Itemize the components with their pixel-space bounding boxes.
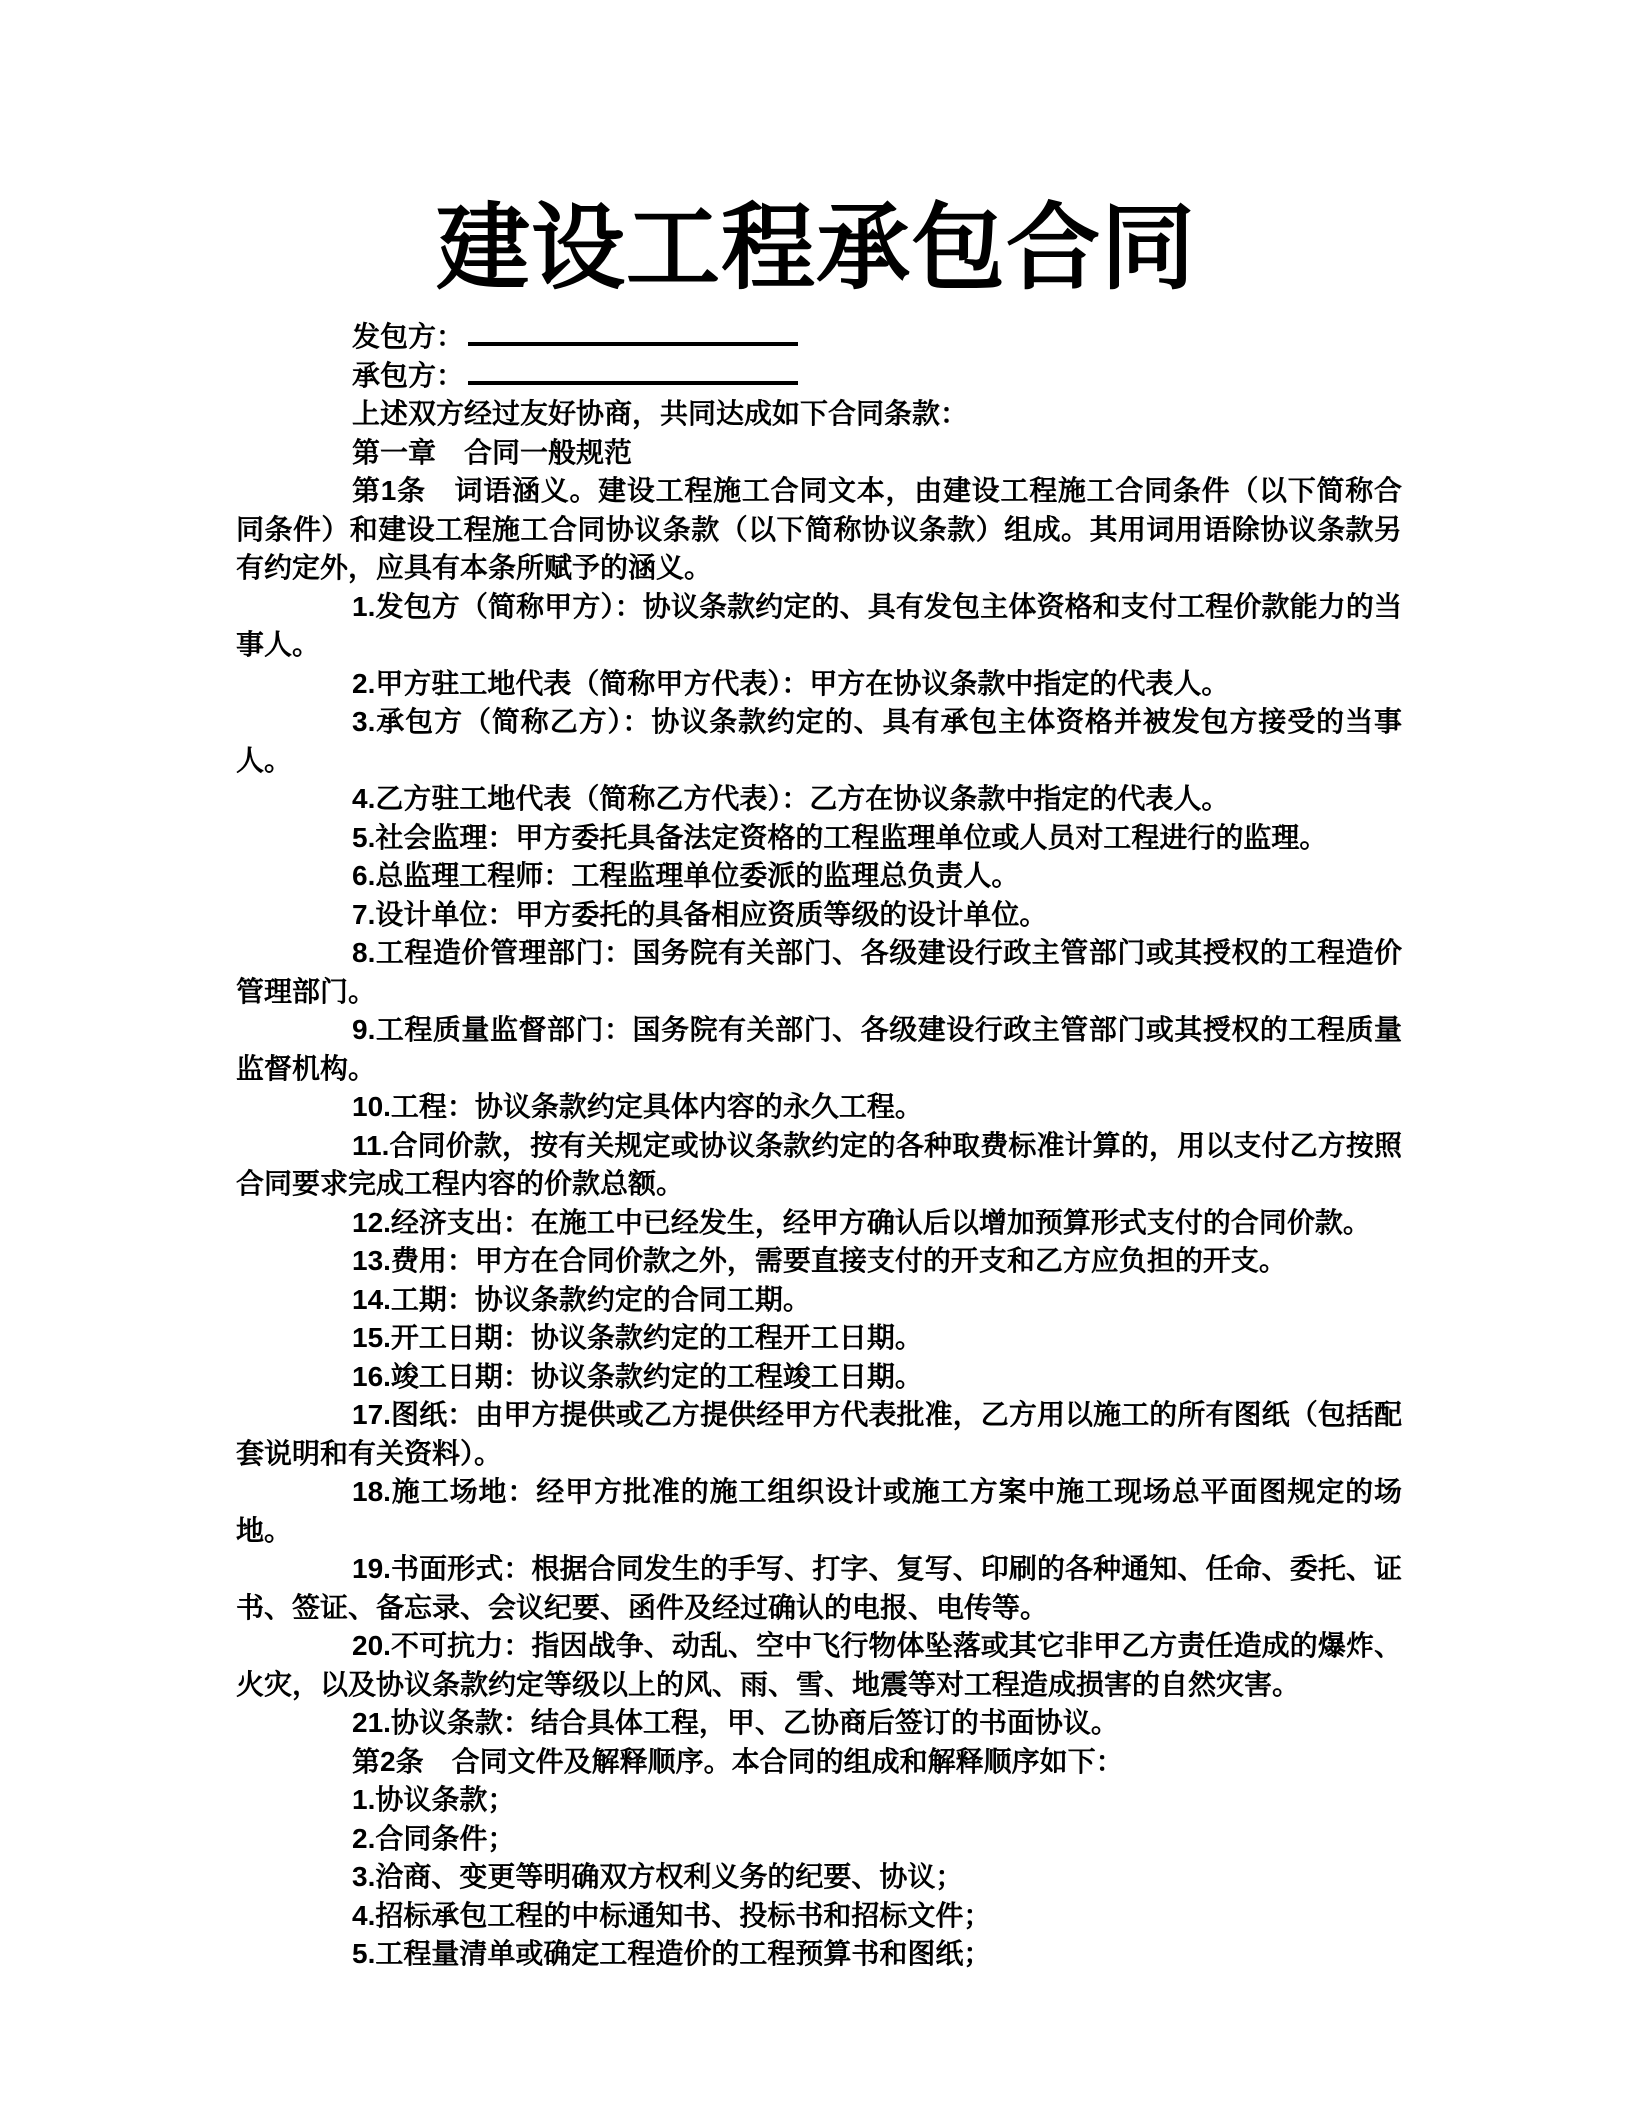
document-order-item: 2.合同条件； — [352, 1822, 516, 1854]
definition-item: 8.工程造价管理部门：国务院有关部门、各级建设行政主管部门或其授权的工程造价管理部门。 — [236, 937, 1402, 1007]
definition-item: 4.乙方驻工地代表（简称乙方代表）：乙方在协议条款中指定的代表人。 — [352, 783, 1230, 814]
clause-1-paragraph: 第1条 词语涵义。建设工程施工合同文本，由建设工程施工合同条件（以下简称合同条件）和建设工程施工合同协议条款（以下简称协议条款）组成。其用词用语除协议条款另有约定外，应具有本条所赋予的涵义。 — [236, 475, 1402, 583]
definition-item: 3.承包方（简称乙方）：协议条款约定的、具有承包主体资格并被发包方接受的当事人。 — [236, 706, 1402, 776]
definition-item: 1.发包方（简称甲方）：协议条款约定的、具有发包主体资格和支付工程价款能力的当事人。 — [236, 590, 1402, 660]
document-order-item: 5.工程量清单或确定工程造价的工程预算书和图纸； — [352, 1938, 992, 1969]
document-body — [236, 318, 1402, 1974]
employer-fill-in-blank — [468, 318, 798, 346]
document-title: 建设工程承包合同 — [435, 195, 1196, 300]
document-order-item: 3.洽商、变更等明确双方权利义务的纪要、协议； — [352, 1861, 964, 1892]
intro-paragraph: 上述双方经过友好协商，共同达成如下合同条款： — [352, 398, 969, 429]
employer-field-label: 发包方： — [352, 321, 465, 352]
contractor-field-label: 承包方： — [352, 359, 465, 391]
definition-item: 11.合同价款，按有关规定或协议条款约定的各种取费标准计算的，用以支付乙方按照合同要求完成工程内容的价款总额。 — [236, 1129, 1402, 1199]
definition-item: 5.社会监理：甲方委托具备法定资格的工程监理单位或人员对工程进行的监理。 — [352, 821, 1328, 853]
definition-item: 20.不可抗力：指因战争、动乱、空中飞行物体坠落或其它非甲乙方责任造成的爆炸、火灾，以及协议条款约定等级以上的风、雨、雪、地震等对工程造成损害的自然灾害。 — [236, 1630, 1402, 1700]
field-line-contractor — [236, 357, 1402, 396]
definition-item: 18.施工场地：经甲方批准的施工组织设计或施工方案中施工现场总平面图规定的场地。 — [236, 1476, 1402, 1546]
definition-item: 7.设计单位：甲方委托的具备相应资质等级的设计单位。 — [352, 898, 1048, 930]
definition-item: 14.工期：协议条款约定的合同工期。 — [352, 1283, 811, 1315]
document-order-item: 1.协议条款； — [352, 1784, 516, 1815]
definition-item: 16.竣工日期：协议条款约定的工程竣工日期。 — [352, 1360, 923, 1392]
document-order-item: 4.招标承包工程的中标通知书、投标书和招标文件； — [352, 1899, 992, 1931]
clause-2-paragraph: 第2条 合同文件及解释顺序。本合同的组成和解释顺序如下： — [352, 1745, 1124, 1777]
definition-item: 6.总监理工程师：工程监理单位委派的监理总负责人。 — [352, 860, 1020, 891]
definition-item: 12.经济支出：在施工中已经发生，经甲方确认后以增加预算形式支付的合同价款。 — [352, 1206, 1371, 1238]
definition-item: 13.费用：甲方在合同价款之外，需要直接支付的开支和乙方应负担的开支。 — [352, 1245, 1287, 1276]
definition-item: 2.甲方驻工地代表（简称甲方代表）：甲方在协议条款中指定的代表人。 — [352, 667, 1230, 699]
definition-item: 9.工程质量监督部门：国务院有关部门、各级建设行政主管部门或其授权的工程质量监督机构。 — [236, 1014, 1402, 1084]
definition-item: 17.图纸：由甲方提供或乙方提供经甲方代表批准，乙方用以施工的所有图纸（包括配套说明和有关资料）。 — [236, 1399, 1402, 1469]
definition-item: 15.开工日期：协议条款约定的工程开工日期。 — [352, 1322, 923, 1353]
definition-item: 10.工程：协议条款约定具体内容的永久工程。 — [352, 1091, 923, 1122]
definition-item: 19.书面形式：根据合同发生的手写、打字、复写、印刷的各种通知、任命、委托、证书、签证、备忘录、会议纪要、函件及经过确认的电报、电传等。 — [236, 1553, 1402, 1623]
definition-item: 21.协议条款：结合具体工程，甲、乙协商后签订的书面协议。 — [352, 1707, 1119, 1738]
contractor-fill-in-blank — [468, 357, 798, 385]
chapter-1-heading: 第一章 合同一般规范 — [352, 436, 633, 468]
field-line-employer — [236, 318, 1402, 357]
